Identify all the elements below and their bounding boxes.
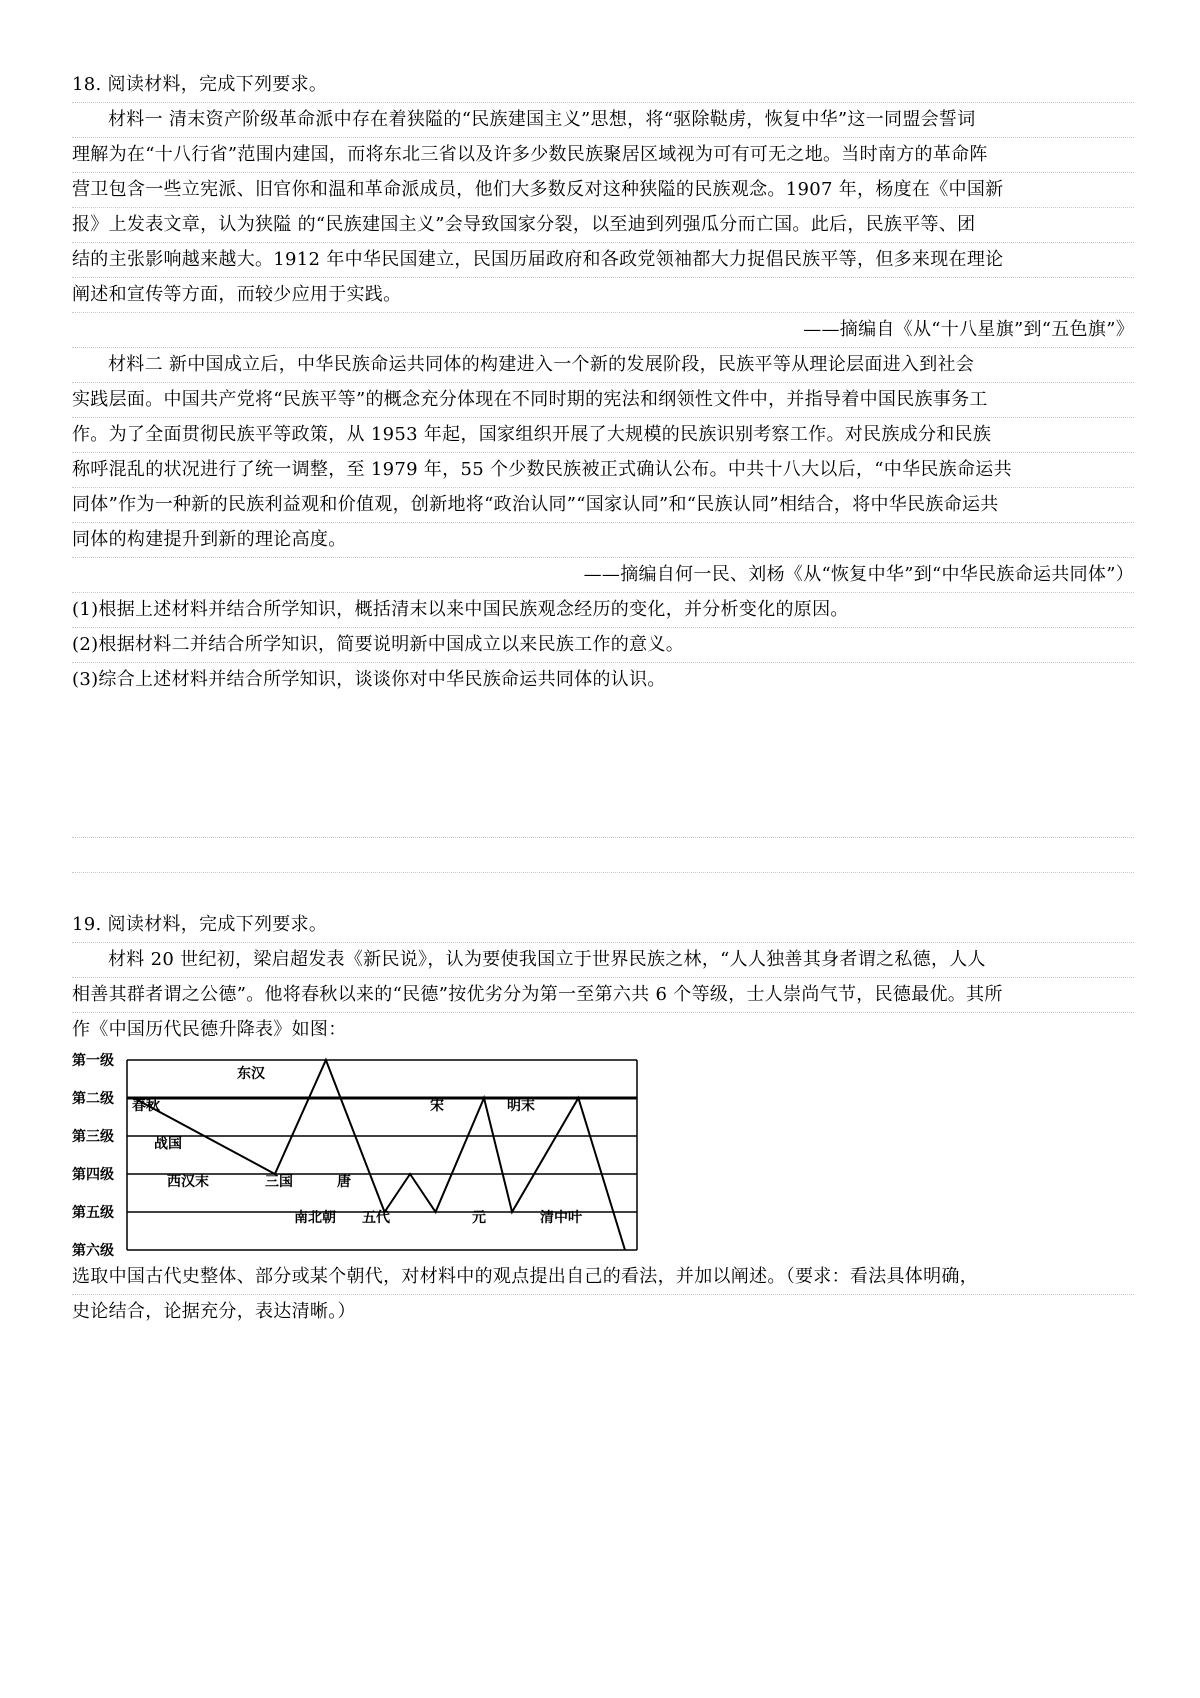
exam-page <box>72 68 1134 1330</box>
period-label: 明末 <box>507 1098 535 1114</box>
period-label: 元 <box>472 1210 486 1226</box>
q18-material2-line: 同体”作为一种新的民族利益观和价值观，创新地将“政治认同”“国家认同”和“民族认同”相结合，将中华民族命运共 <box>72 488 1134 523</box>
period-label: 五代 <box>362 1210 390 1226</box>
q18-question-1: (1)根据上述材料并结合所学知识，概括清末以来中国民族观念经历的变化，并分析变化的原因。 <box>72 593 1134 628</box>
q19-task-line: 选取中国古代史整体、部分或某个朝代，对材料中的观点提出自己的看法，并加以阐述。（要求：看法具体明确， <box>72 1260 1134 1295</box>
level-label: 第五级 <box>72 1205 114 1221</box>
level-label: 第四级 <box>72 1167 114 1183</box>
q18-question-3: (3)综合上述材料并结合所学知识，谈谈你对中华民族命运共同体的认识。 <box>72 669 666 690</box>
q18-source2: ——摘编自何一民、刘杨《从“恢复中华”到“中华民族命运共同体”） <box>72 558 1134 593</box>
period-label: 南北朝 <box>294 1210 336 1226</box>
level-label: 第二级 <box>72 1091 114 1107</box>
period-label: 清中叶 <box>540 1210 582 1226</box>
q18-material2-line: 实践层面。中国共产党将“民族平等”的概念充分体现在不同时期的宪法和纲领性文件中，并指导着中国民族事务工 <box>72 383 1134 418</box>
level-label: 第三级 <box>72 1129 114 1145</box>
q18-material1-line: 报》上发表文章，认为狭隘 的“民族建国主义”会导致国家分裂，以至迪到列强瓜分而亡国。此后，民族平等、团 <box>72 208 1134 243</box>
level-label: 第六级 <box>72 1243 114 1259</box>
q18-material2-line: 同体的构建提升到新的理论高度。 <box>72 523 1134 558</box>
answer-line <box>72 838 1134 873</box>
q18-material2-line: 材料二 新中国成立后，中华民族命运共同体的构建进入一个新的发展阶段，民族平等从理论层面进入到社会 <box>72 348 1134 383</box>
period-label: 东汉 <box>237 1066 265 1082</box>
period-label: 战国 <box>154 1136 182 1152</box>
answer-line <box>72 803 1134 838</box>
q18-source1: ——摘编自《从“十八星旗”到“五色旗”》 <box>72 313 1134 348</box>
q18-material1-line: 理解为在“十八行省”范围内建国，而将东北三省以及许多少数民族聚居区域视为可有可无之地。当时南方的革命阵 <box>72 138 1134 173</box>
level-label: 第一级 <box>72 1053 114 1069</box>
q18-material1-line: 材料一 清末资产阶级革命派中存在着狭隘的“民族建国主义”思想，将“驱除鞑虏，恢复中华”这一同盟会誓词 <box>72 103 1134 138</box>
q18-material1-line: 营卫包含一些立宪派、旧官你和温和革命派成员，他们大多数反对这种狭隘的民族观念。1907 年，杨度在《中国新 <box>72 173 1134 208</box>
q18-material2-line: 作。为了全面贯彻民族平等政策，从 1953 年起，国家组织开展了大规模的民族识别考察工作。对民族成分和民族 <box>72 418 1134 453</box>
q19-heading: 19. 阅读材料，完成下列要求。 <box>72 908 1134 943</box>
period-label: 三国 <box>265 1174 293 1190</box>
q18-material1-line: 结的主张影响越来越大。1912 年中华民国建立，民国历届政府和各政党领袖都大力捉倡民族平等，但多来现在理论 <box>72 243 1134 278</box>
q19-task-line: 史论结合，论据充分，表达清晰。） <box>72 1301 356 1322</box>
q19-material-line: 相善其群者谓之公德”。他将春秋以来的“民德”按优劣分为第一至第六共 6 个等级，士人崇尚气节，民德最优。其所 <box>72 978 1134 1013</box>
q19-material-line: 作《中国历代民德升降表》如图： <box>72 1019 347 1040</box>
q18-question-2: (2)根据材料二并结合所学知识，简要说明新中国成立以来民族工作的意义。 <box>72 628 1134 663</box>
virtue-chart <box>72 1050 672 1260</box>
period-label: 宋 <box>430 1098 444 1114</box>
q18-material2-line: 称呼混乱的状况进行了统一调整，至 1979 年，55 个少数民族被正式确认公布。中共十八大以后，“中华民族命运共 <box>72 453 1134 488</box>
q18-material1-line: 阐述和宣传等方面，而较少应用于实践。 <box>72 278 1134 313</box>
period-label: 西汉末 <box>167 1174 209 1190</box>
q18-heading: 18. 阅读材料，完成下列要求。 <box>72 68 1134 103</box>
period-label: 春秋 <box>132 1098 160 1114</box>
period-label: 唐 <box>337 1174 351 1190</box>
q19-material-line: 材料 20 世纪初，梁启超发表《新民说》，认为要使我国立于世界民族之林，“人人独善其身者谓之私德，人人 <box>72 943 1134 978</box>
